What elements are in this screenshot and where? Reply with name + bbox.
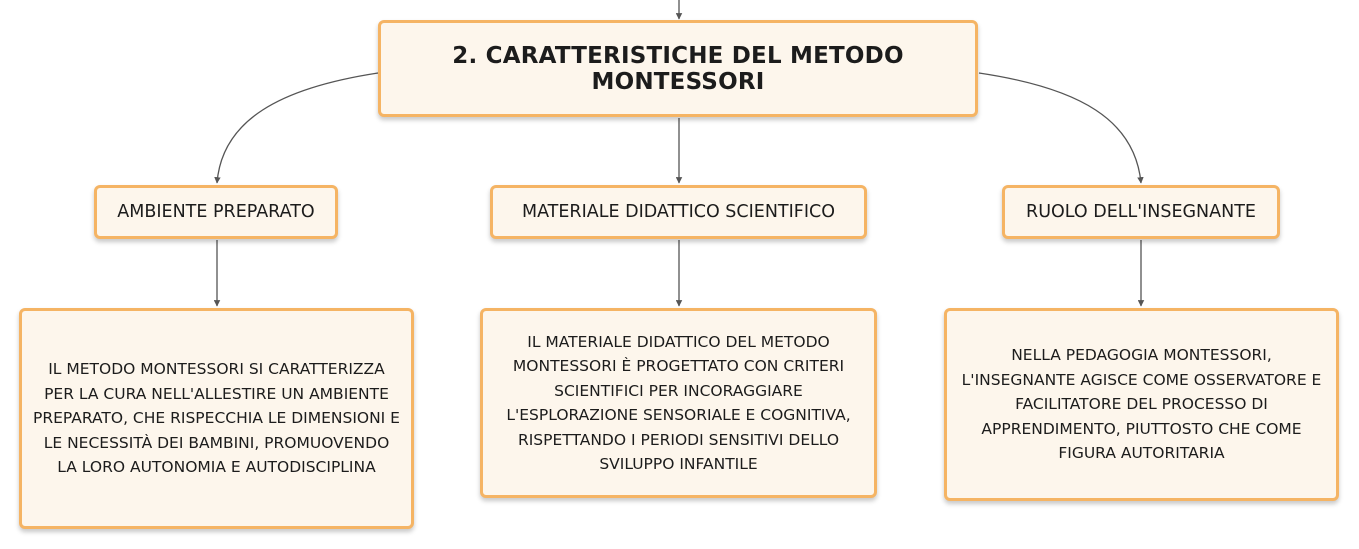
branch-node-label: RUOLO DELL'INSEGNANTE	[1026, 202, 1256, 222]
branch-node-label: AMBIENTE PREPARATO	[117, 202, 315, 222]
branch-node-label: MATERIALE DIDATTICO SCIENTIFICO	[521, 202, 836, 222]
root-node-label: 2. CARATTERISTICHE DEL METODO MONTESSORI	[452, 42, 904, 95]
connector-root-to-ambiente	[217, 73, 378, 183]
description-text: NELLA PEDAGOGIA MONTESSORI, L'INSEGNANTE AGISCE COME OSSERVATORE E FACILITATORE DEL PROCESSO DI APPRENDIMENTO, PIUTTOSTO CHE COME FIGURA AUTORITARIA	[961, 346, 1322, 463]
branch-node-ambiente-preparato[interactable]	[94, 185, 338, 239]
description-text: IL MATERIALE DIDATTICO DEL METODO MONTESSORI È PROGETTATO CON CRITERI SCIENTIFICI PER INCORAGGIARE L'ESPLORAZIONE SENSORIALE E COGNITIVA, RISPETTANDO I PERIODI SENSITIVI DELLO SVILUPPO INFANTILE	[506, 332, 851, 473]
connector-root-to-ruolo	[979, 73, 1141, 183]
branch-node-ruolo-insegnante[interactable]	[1002, 185, 1280, 239]
branch-node-materiale-didattico[interactable]	[490, 185, 867, 239]
description-node-ambiente-preparato[interactable]	[19, 308, 414, 529]
description-node-ruolo-insegnante[interactable]	[944, 308, 1339, 501]
root-node[interactable]	[378, 20, 978, 117]
description-node-materiale-didattico[interactable]	[480, 308, 877, 498]
description-text: IL METODO MONTESSORI SI CARATTERIZZA PER LA CURA NELL'ALLESTIRE UN AMBIENTE PREPARATO, CHE RISPECCHIA LE DIMENSIONI E LE NECESSITÀ DEI BAMBINI, PROMUOVENDO LA LORO AUTONOMIA E AUTODISCIPLINA	[33, 360, 400, 477]
